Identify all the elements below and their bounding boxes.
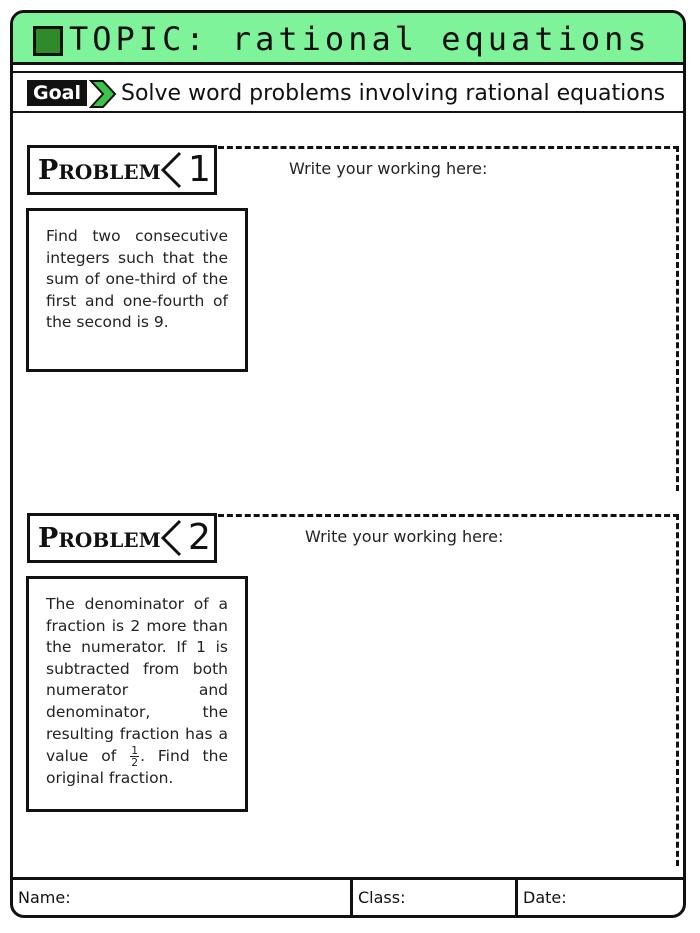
problem-heading-1	[27, 145, 217, 195]
goal-row	[13, 71, 683, 113]
question-box-1	[26, 208, 248, 372]
topic-title: TOPIC: rational equations	[69, 20, 651, 58]
working-area-1[interactable]	[218, 146, 679, 491]
worksheet	[10, 10, 686, 918]
fraction: $\frac{1}{2}$	[131, 744, 139, 770]
class-field[interactable]	[353, 880, 518, 915]
problem-label: PROBLEM	[38, 523, 161, 554]
working-label: Write your working here:	[289, 159, 488, 178]
topic-header	[13, 13, 683, 65]
problem-label: PROBLEM	[38, 155, 161, 186]
question-text: Find two consecutive integers such that the sum of one-third of the first and one-fourth of the second is 9.	[46, 227, 228, 332]
footer	[13, 877, 683, 915]
question-text-end: . Find the original fraction.	[46, 747, 228, 788]
chevron-right-icon	[87, 79, 117, 109]
problem-number: 1	[188, 149, 211, 190]
chevron-left-icon	[158, 518, 184, 558]
green-square-icon	[33, 26, 63, 56]
problem-number: 2	[188, 517, 211, 558]
name-label: Name:	[18, 888, 71, 907]
working-label: Write your working here:	[305, 527, 504, 546]
date-field[interactable]	[518, 880, 686, 915]
problem-heading-2	[27, 513, 217, 563]
working-area-2[interactable]	[218, 514, 679, 866]
class-label: Class:	[358, 888, 406, 907]
chevron-left-icon	[158, 150, 184, 190]
goal-badge: Goal	[27, 80, 87, 106]
date-label: Date:	[523, 888, 567, 907]
question-text: The denominator of a fraction is 2 more than the numerator. If 1 is subtracted from both numerator and denominator, the resulting fraction has a value of	[46, 595, 228, 766]
name-field[interactable]	[13, 880, 353, 915]
question-box-2	[26, 576, 248, 812]
goal-text: Solve word problems involving rational equations	[121, 81, 666, 106]
